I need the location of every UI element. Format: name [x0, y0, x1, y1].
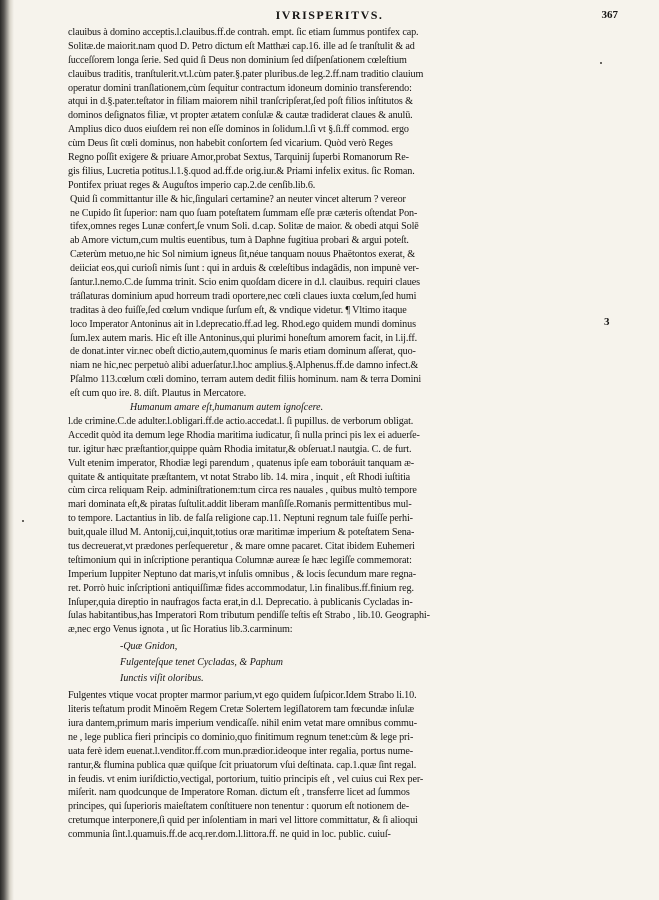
text-line: ret. Porrò huic inſcriptioni antiquiſſimæ fides accommodatur, l.in finalibus.ff.finium reg.	[68, 582, 414, 594]
running-head: IVRISPERITVS.	[275, 8, 384, 22]
text-line: Vult etenim imperator, Rhodiæ legi parendum , quatenus ipſe eam toboráuit tanquam æ-	[68, 457, 415, 469]
text-line: de donat.inter vir.nec obeſt dictio,autem,quominus ſe maris etiam dominum aſſerat, quo-	[70, 346, 416, 358]
text-line: Solitæ.de maiorit.nam quod D. Petro dictum eſt Matthæi cap.16. ille ad ſe tranſtulit & ad	[68, 40, 415, 52]
text-line: gis filius, Lucretia potitus.l.1.§.quod ad.ff.de orig.iur.& Priami infelix exitus. ſic Roman.	[68, 165, 415, 177]
page-gutter-shadow	[0, 0, 14, 900]
paragraph-3	[68, 415, 596, 637]
text-line: in feudis. vt enim iuriſdictio,vectigal, portorium, tuitio principis eſt , vel cuius cui Rex per-	[68, 773, 424, 785]
text-line: Amplius dico duos eiuſdem rei non eſſe dominos in ſolidum.l.ſi vt §.ſi.ff commod. ergo	[68, 124, 409, 136]
text-line: principes, qui ſuperioris maieſtatem conſtituere non tenentur : quorum eſt notionem de-	[68, 801, 410, 813]
text-line: cùm circa reliquam Reip. adminiſtrationem:tum circa res nauales , quibus multò tempore	[68, 485, 417, 497]
text-line: Regno poſſit exigere & priuare Amor,probat Sextus, Tarquinij ſuperbi Romanorum Re-	[68, 152, 409, 164]
margin-mark: 3	[604, 316, 610, 328]
text-line: ſum.lex autem maris. Hic eſt ille Antoninus,qui plurimi honeſtum amorem facit, in l.ij.ff.	[70, 332, 417, 344]
text-line: rantur,& flumina publica quæ quiſque ſcit priuatorum vſui deſtinata. cap.1.quæ ſint regal.	[68, 759, 417, 771]
text-line: ab Amore victum,cum multis euentibus, tum à Daphne fugitiua probari & argui poteſt.	[70, 235, 409, 247]
text-line: Inſuper,quia direptio in naufragos facta erat,in d.l. Deprecatio. à publicanis Cycladas in-	[68, 596, 413, 608]
text-line: ne , lege publica fieri principis co dominio,quo finitimum regnum tenet:cùm & lege pri-	[68, 731, 414, 743]
text-line: ſantur.l.nemo.C.de ſumma trinit. Scio enim quoſdam dicere in d.l. clauibus. requiri claues	[70, 277, 420, 289]
text-line: tus decreuerat,vt prædones perſequeretur , & mare omne pacaret. Citat ibidem Euhemeri	[68, 540, 415, 552]
text-line: clauibus traditis, tranſtulerit.vt.l.cùm pater.§.pater pluribus.de leg.2.ff.nam traditio clauium	[68, 68, 424, 80]
text-line: communia ſint.l.quamuis.ff.de acq.rer.dom.l.littora.ff. ne quid in loc. public. cuiuſ-	[68, 829, 391, 841]
text-line: Fulgentes vtique vocat propter marmor parium,vt ego quidem ſuſpicor.Idem Strabo li.10.	[68, 690, 417, 702]
paragraph-4	[68, 689, 596, 842]
text-line: iura dantem,primum maris imperium vendicaſſe. nihil enim vetat mare omnibus commu-	[68, 717, 417, 729]
page-header	[0, 6, 659, 22]
text-line: Accedit quòd ita demum lege Rhodia maritima iudicatur, ſi nulla princi pis lex ei aduerſe-	[68, 429, 420, 441]
text-line: quitate & antiquitate præſtantem, vt notat Strabo lib. 14. mira , inquit , eſt Rhodi iuſtitia	[68, 471, 411, 483]
main-text	[68, 26, 596, 842]
ink-speck	[22, 520, 24, 522]
text-line: loco Imperator Antoninus ait in l.deprecatio.ff.ad leg. Rhod.ego quidem mundi dominus	[70, 318, 416, 330]
text-line: deiiciat eos,qui curioſi nimis ſunt : qui in arduis & cœleſtibus indagādis, non impunè ver-	[70, 263, 419, 275]
text-line: tur. igitur hæc præſtantior,quippe quàm Rhodia imitatur,& obſeruat.l nautgia. C. de furt.	[68, 443, 412, 455]
verse-line: Iunctis viſit oloribus.	[120, 673, 204, 685]
text-line: Pontifex priuat reges & Auguſtos imperio cap.2.de cenſib.lib.6.	[68, 179, 316, 191]
text-line: operatur domini tranſlationem,cùm ſequitur contractum idoneum dominio transferendo:	[68, 82, 412, 94]
text-line: tráſlaturas dominium apud horreum tradi oportere,nec cœli claues iuxta cœlum,ſed humi	[70, 290, 417, 302]
text-line: atqui in d.§.pater.teſtator in filiam maiorem nihil tranſcripſerat,ſed poſt filios inſtitutos &	[68, 96, 413, 108]
text-line: clauibus à domino acceptis.l.clauibus.ff.de contrah. empt. ſic etiam ſummus pontifex cap.	[68, 27, 419, 38]
ink-speck	[600, 62, 602, 64]
text-line: ne Cupido ſit ſuperior: nam quo ſuam poteſtatem ſummam eſſe præ cæteris oſtendat Pon-	[70, 207, 418, 219]
quotation-plautus: Humanum amare eſt,humanum autem ignoſcere.	[130, 402, 324, 414]
text-line: Pſalmo 113.cœlum cœli domino, terram autem dedit filiis hominum. nam & terra Domini	[70, 374, 422, 386]
text-line: l.de crimine.C.de adulter.l.obligari.ff.de actio.accedat.l. ſi pupillus. de verborum obligat.	[68, 415, 414, 427]
text-line: teſtimonium qui in inſcriptione perantiqua Columnæ aureæ ſe hæc legiſſe commemorat:	[68, 554, 412, 566]
text-line: ſucceſſorem longa ſerie. Sed quid ſi Deus non dominium ſed diſpenſationem cœleſtium	[68, 54, 407, 66]
text-line: dominos deſignatos filiæ, vt propter ætatem conſulæ & cautæ tradiderat claues & anulū.	[68, 110, 413, 122]
text-line: literis teſtatum prodit Minoëm Regem Cretæ Solertem legiſlatorem tam fœcundæ inſulæ	[68, 704, 415, 716]
text-line: ſulas habitantibus,has Imperatori Rom tributum pendiſſe teſtis eſt Strabo , lib.10. Geographi-	[68, 610, 430, 622]
verse-line: -Quæ Gnidon,	[120, 641, 178, 653]
text-line: Imperium Iuppiter Neptuno dat maris,vt inſulis omnibus , & locis ſecundum mare regna-	[68, 568, 417, 580]
text-line: mari dominata eſt,& piratas ſuſtulit.addit liberam manſiſſe.Romanis permittentibus mul-	[68, 499, 412, 511]
text-line: cretumque interponere,ſi quid per inſolentiam in mari vel littore committatur, & ſi alioqui	[68, 815, 418, 827]
verse-line: Fulgenteſque tenet Cycladas, & Paphum	[120, 657, 284, 669]
text-line: eſt cum quo ire. 8. diſt. Plautus in Mercatore.	[70, 388, 247, 400]
text-line: cùm Deus ſit cœli dominus, non habebit conſortem ſed vicarium. Quòd verò Reges	[68, 138, 393, 150]
paragraph-1	[68, 26, 596, 193]
text-line: tifex,omnes reges Lunæ confert,ſe vnum Soli. d.cap. Solitæ de maior. & obedi atqui Solē	[70, 221, 419, 233]
text-line: niam ne hic,nec perpetuò alibi aduerſatur.l.hoc amplius.§.Alphenus.ff.de damno infect.&	[70, 360, 419, 372]
text-line: buit,quale illud M. Antonij,cui,inquit,totius oræ maritimæ imperium & poteſtatem Sena-	[68, 527, 415, 539]
text-line: æ,nec ergo Venus ignota , ut ſic Horatius lib.3.carminum:	[68, 624, 293, 636]
text-line: Cæterùm metuo,ne hic Sol nimium igneus ſit,néue tanquam nouus Phaëtontos exerat, &	[70, 249, 416, 261]
text-line: Quid ſi committantur ille & hic,ſingulari certamine? an neuter vincet alterum ? vereor	[70, 193, 406, 205]
text-line: to tempore. Lactantius in lib. de falſa religione cap.11. Neptuni regnum tale fuiſſe perhi-	[68, 513, 413, 525]
text-line: uata ferè idem euenat.l.venditor.ff.com mun.prædior.ideoque inter regalia, portus nume-	[68, 745, 414, 757]
text-line: traditas à deo fuiſſe,ſed cœlum vndique ſurſum eſt, & vndique videtur. ¶ Vltimo itaque	[70, 304, 407, 316]
paragraph-2	[68, 193, 596, 401]
page-number: 367	[601, 9, 618, 21]
quotation-horace	[68, 637, 596, 689]
text-line: miſerit. nam quodcunque de Imperatore Roman. dictum eſt , transferre licet ad ſummos	[68, 787, 410, 799]
